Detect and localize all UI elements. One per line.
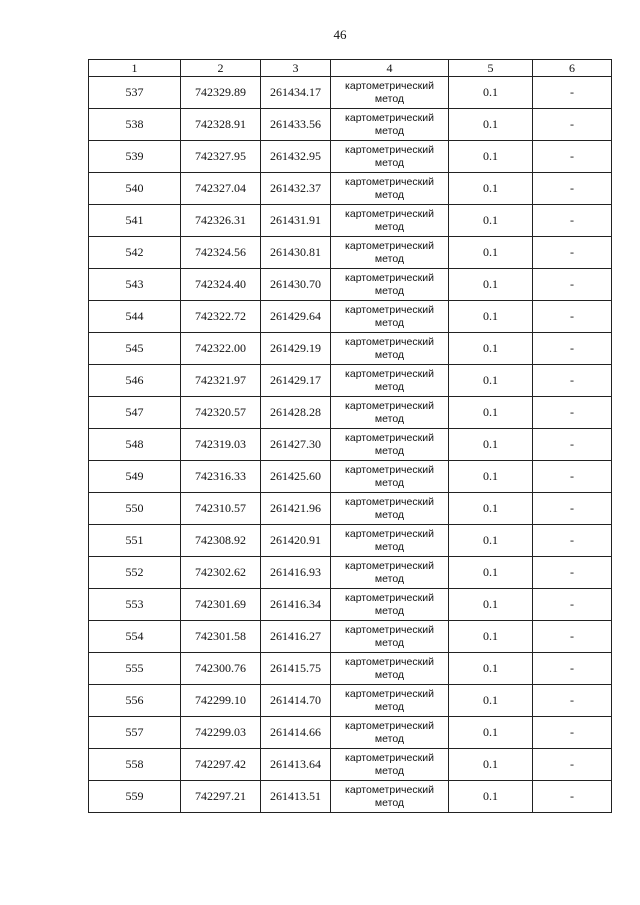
x-coordinate-cell: 742324.56 (181, 237, 261, 269)
y-coordinate-cell: 261413.51 (261, 781, 331, 813)
header-col-5: 5 (449, 60, 533, 77)
point-number-cell: 558 (89, 749, 181, 781)
table-row (89, 717, 612, 749)
method-cell: картометрический метод (331, 173, 449, 205)
precision-cell: 0.1 (449, 685, 533, 717)
x-coordinate-cell: 742297.21 (181, 781, 261, 813)
point-number-cell: 554 (89, 621, 181, 653)
method-cell: картометрический метод (331, 397, 449, 429)
table-row (89, 109, 612, 141)
table-row (89, 461, 612, 493)
x-coordinate-cell: 742327.04 (181, 173, 261, 205)
table-row (89, 557, 612, 589)
x-coordinate-cell: 742327.95 (181, 141, 261, 173)
table-row (89, 749, 612, 781)
precision-cell: 0.1 (449, 173, 533, 205)
y-coordinate-cell: 261432.95 (261, 141, 331, 173)
method-cell: картометрический метод (331, 301, 449, 333)
precision-cell: 0.1 (449, 493, 533, 525)
note-cell: - (533, 301, 612, 333)
note-cell: - (533, 397, 612, 429)
note-cell: - (533, 781, 612, 813)
table-row (89, 237, 612, 269)
table-row (89, 685, 612, 717)
precision-cell: 0.1 (449, 237, 533, 269)
precision-cell: 0.1 (449, 333, 533, 365)
header-col-6: 6 (533, 60, 612, 77)
table-body (89, 77, 612, 813)
point-number-cell: 548 (89, 429, 181, 461)
page-number: 46 (333, 27, 347, 42)
point-number-cell: 543 (89, 269, 181, 301)
x-coordinate-cell: 742301.69 (181, 589, 261, 621)
method-cell: картометрический метод (331, 429, 449, 461)
x-coordinate-cell: 742319.03 (181, 429, 261, 461)
precision-cell: 0.1 (449, 141, 533, 173)
y-coordinate-cell: 261429.17 (261, 365, 331, 397)
header-col-1: 1 (89, 60, 181, 77)
precision-cell: 0.1 (449, 205, 533, 237)
precision-cell: 0.1 (449, 461, 533, 493)
precision-cell: 0.1 (449, 77, 533, 109)
x-coordinate-cell: 742302.62 (181, 557, 261, 589)
note-cell: - (533, 557, 612, 589)
method-cell: картометрический метод (331, 589, 449, 621)
method-cell: картометрический метод (331, 77, 449, 109)
coordinates-table (88, 59, 612, 813)
y-coordinate-cell: 261425.60 (261, 461, 331, 493)
table-row (89, 429, 612, 461)
point-number-cell: 556 (89, 685, 181, 717)
point-number-cell: 559 (89, 781, 181, 813)
method-cell: картометрический метод (331, 461, 449, 493)
point-number-cell: 537 (89, 77, 181, 109)
method-cell: картометрический метод (331, 109, 449, 141)
y-coordinate-cell: 261416.93 (261, 557, 331, 589)
note-cell: - (533, 173, 612, 205)
note-cell: - (533, 333, 612, 365)
x-coordinate-cell: 742329.89 (181, 77, 261, 109)
table-row (89, 621, 612, 653)
note-cell: - (533, 365, 612, 397)
table-row (89, 301, 612, 333)
table-row (89, 397, 612, 429)
y-coordinate-cell: 261429.19 (261, 333, 331, 365)
y-coordinate-cell: 261428.28 (261, 397, 331, 429)
precision-cell: 0.1 (449, 653, 533, 685)
x-coordinate-cell: 742324.40 (181, 269, 261, 301)
y-coordinate-cell: 261414.70 (261, 685, 331, 717)
point-number-cell: 538 (89, 109, 181, 141)
header-col-4: 4 (331, 60, 449, 77)
note-cell: - (533, 141, 612, 173)
x-coordinate-cell: 742320.57 (181, 397, 261, 429)
method-cell: картометрический метод (331, 653, 449, 685)
point-number-cell: 551 (89, 525, 181, 557)
table-row (89, 77, 612, 109)
point-number-cell: 539 (89, 141, 181, 173)
point-number-cell: 542 (89, 237, 181, 269)
y-coordinate-cell: 261432.37 (261, 173, 331, 205)
precision-cell: 0.1 (449, 621, 533, 653)
x-coordinate-cell: 742316.33 (181, 461, 261, 493)
point-number-cell: 547 (89, 397, 181, 429)
note-cell: - (533, 493, 612, 525)
note-cell: - (533, 717, 612, 749)
precision-cell: 0.1 (449, 781, 533, 813)
x-coordinate-cell: 742299.03 (181, 717, 261, 749)
method-cell: картометрический метод (331, 269, 449, 301)
precision-cell: 0.1 (449, 397, 533, 429)
y-coordinate-cell: 261431.91 (261, 205, 331, 237)
y-coordinate-cell: 261429.64 (261, 301, 331, 333)
y-coordinate-cell: 261430.70 (261, 269, 331, 301)
precision-cell: 0.1 (449, 109, 533, 141)
point-number-cell: 557 (89, 717, 181, 749)
table-row (89, 333, 612, 365)
y-coordinate-cell: 261415.75 (261, 653, 331, 685)
y-coordinate-cell: 261427.30 (261, 429, 331, 461)
table-row (89, 525, 612, 557)
y-coordinate-cell: 261433.56 (261, 109, 331, 141)
table-row (89, 141, 612, 173)
x-coordinate-cell: 742300.76 (181, 653, 261, 685)
method-cell: картометрический метод (331, 685, 449, 717)
header-col-3: 3 (261, 60, 331, 77)
method-cell: картометрический метод (331, 333, 449, 365)
table-row (89, 365, 612, 397)
precision-cell: 0.1 (449, 557, 533, 589)
precision-cell: 0.1 (449, 365, 533, 397)
point-number-cell: 540 (89, 173, 181, 205)
point-number-cell: 553 (89, 589, 181, 621)
table-row (89, 205, 612, 237)
note-cell: - (533, 525, 612, 557)
table-row (89, 781, 612, 813)
note-cell: - (533, 589, 612, 621)
method-cell: картометрический метод (331, 749, 449, 781)
precision-cell: 0.1 (449, 269, 533, 301)
y-coordinate-cell: 261434.17 (261, 77, 331, 109)
table-row (89, 269, 612, 301)
note-cell: - (533, 205, 612, 237)
note-cell: - (533, 685, 612, 717)
method-cell: картометрический метод (331, 493, 449, 525)
table-header-row (89, 60, 612, 77)
method-cell: картометрический метод (331, 557, 449, 589)
table-row (89, 589, 612, 621)
note-cell: - (533, 77, 612, 109)
y-coordinate-cell: 261430.81 (261, 237, 331, 269)
precision-cell: 0.1 (449, 525, 533, 557)
method-cell: картометрический метод (331, 141, 449, 173)
y-coordinate-cell: 261414.66 (261, 717, 331, 749)
x-coordinate-cell: 742321.97 (181, 365, 261, 397)
precision-cell: 0.1 (449, 301, 533, 333)
table-row (89, 653, 612, 685)
x-coordinate-cell: 742328.91 (181, 109, 261, 141)
precision-cell: 0.1 (449, 429, 533, 461)
point-number-cell: 545 (89, 333, 181, 365)
note-cell: - (533, 461, 612, 493)
method-cell: картометрический метод (331, 525, 449, 557)
header-col-2: 2 (181, 60, 261, 77)
table-row (89, 493, 612, 525)
point-number-cell: 552 (89, 557, 181, 589)
note-cell: - (533, 237, 612, 269)
x-coordinate-cell: 742326.31 (181, 205, 261, 237)
x-coordinate-cell: 742299.10 (181, 685, 261, 717)
point-number-cell: 544 (89, 301, 181, 333)
y-coordinate-cell: 261421.96 (261, 493, 331, 525)
point-number-cell: 550 (89, 493, 181, 525)
method-cell: картометрический метод (331, 237, 449, 269)
method-cell: картометрический метод (331, 621, 449, 653)
note-cell: - (533, 653, 612, 685)
method-cell: картометрический метод (331, 781, 449, 813)
method-cell: картометрический метод (331, 365, 449, 397)
note-cell: - (533, 749, 612, 781)
y-coordinate-cell: 261416.27 (261, 621, 331, 653)
x-coordinate-cell: 742322.00 (181, 333, 261, 365)
precision-cell: 0.1 (449, 717, 533, 749)
y-coordinate-cell: 261416.34 (261, 589, 331, 621)
x-coordinate-cell: 742308.92 (181, 525, 261, 557)
point-number-cell: 549 (89, 461, 181, 493)
precision-cell: 0.1 (449, 589, 533, 621)
note-cell: - (533, 621, 612, 653)
y-coordinate-cell: 261413.64 (261, 749, 331, 781)
point-number-cell: 546 (89, 365, 181, 397)
x-coordinate-cell: 742310.57 (181, 493, 261, 525)
point-number-cell: 555 (89, 653, 181, 685)
x-coordinate-cell: 742297.42 (181, 749, 261, 781)
precision-cell: 0.1 (449, 749, 533, 781)
x-coordinate-cell: 742322.72 (181, 301, 261, 333)
point-number-cell: 541 (89, 205, 181, 237)
table-row (89, 173, 612, 205)
note-cell: - (533, 429, 612, 461)
x-coordinate-cell: 742301.58 (181, 621, 261, 653)
method-cell: картометрический метод (331, 205, 449, 237)
y-coordinate-cell: 261420.91 (261, 525, 331, 557)
note-cell: - (533, 269, 612, 301)
method-cell: картометрический метод (331, 717, 449, 749)
note-cell: - (533, 109, 612, 141)
